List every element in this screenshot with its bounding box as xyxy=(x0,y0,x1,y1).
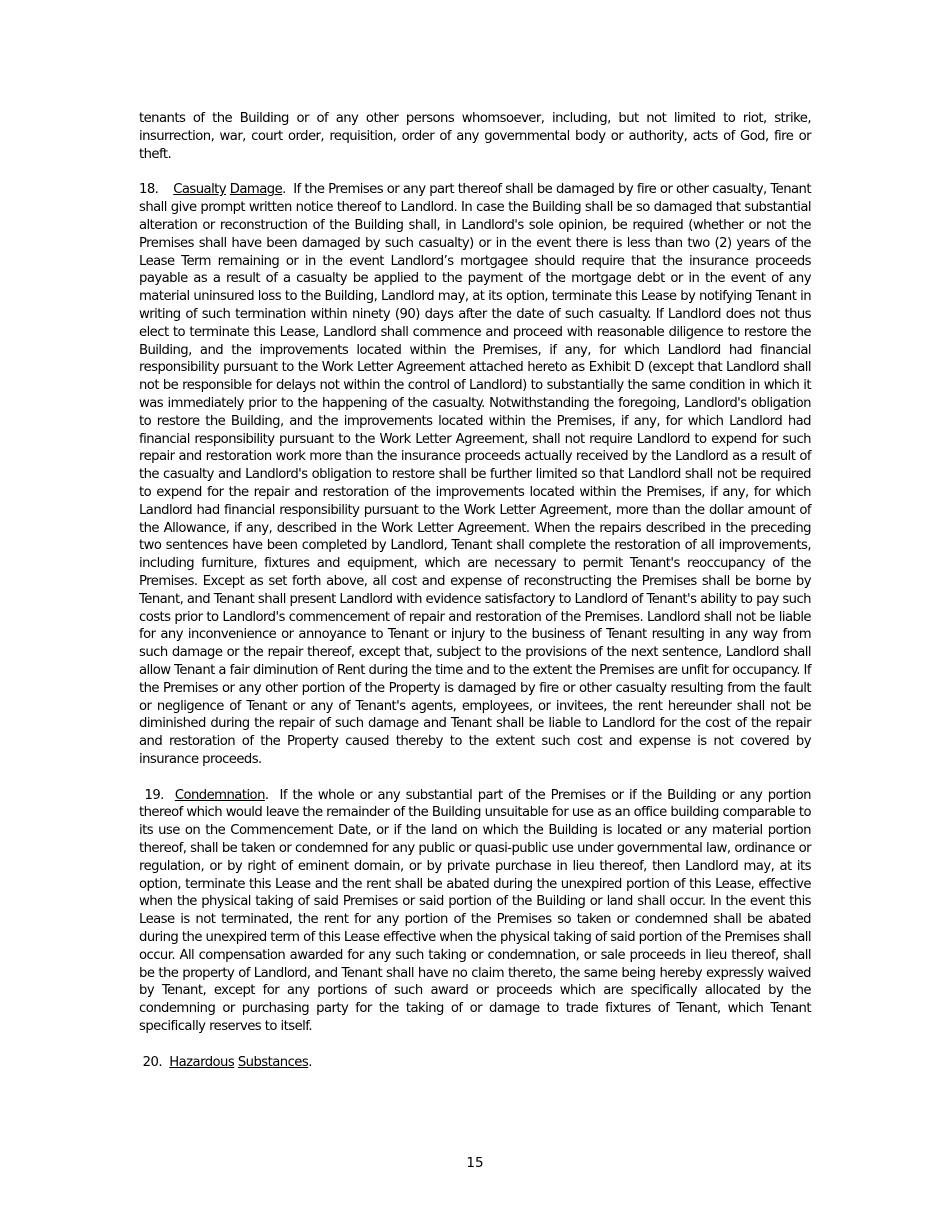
document-page xyxy=(139,110,811,1072)
carryover-paragraph: tenants of the Building or of any other persons whomsoever, including, but not limited to riot, strike, insurrection, war, court order, requisition, order of any governmental body or authority, acts of God, fire or theft. xyxy=(139,111,811,162)
section-18-number: 18. xyxy=(139,182,159,198)
section-19-heading-period: . xyxy=(264,787,269,803)
section-18-heading-period: . xyxy=(282,182,286,198)
section-18-paragraph xyxy=(139,181,811,768)
paragraph-spacer xyxy=(139,769,811,787)
section-20-heading-hazardous: Hazardous xyxy=(169,1054,235,1070)
paragraph-spacer xyxy=(139,163,811,181)
section-20-heading-substances: Substances xyxy=(237,1054,309,1070)
section-19-paragraph xyxy=(139,787,811,1036)
section-20-number: 20. xyxy=(142,1054,162,1070)
section-19-number: 19. xyxy=(144,787,164,803)
section-18-heading-damage: Damage xyxy=(229,182,283,198)
section-19-heading: Condemnation xyxy=(174,787,265,803)
section-19-body: If the whole or any substantial part of the Premises or if the Building or any portion thereof which would leave the remainder of the Building unsuitable for use as an office building comparable to its use on the Commencement Date, or if the land on which the Building is located or any material portion thereof, shall be taken or condemned for any public or quasi-public use under governmental law, ordinance or regulation, or by right of eminent domain, or by private purchase in lieu thereof, then Landlord may, at its option, terminate this Lease and the rent shall be abated during the unexpired portion of this Lease, effective when the physical taking of said Premises or said portion of the Building or land shall occur. In the event this Lease is not terminated, the rent for any portion of the Premises so taken or condemned shall be abated during the unexpired term of this Lease effective when the physical taking of said portion of the Premises shall occur. All compensation awarded for any such taking or condemnation, or sale proceeds in lieu thereof, shall be the property of Landlord, and Tenant shall have no claim thereto, the same being hereby expressly waived by Tenant, except for any portions of such award or proceeds which are specifically allocated by the condemning or purchasing party for the taking of or damage to trade fixtures of Tenant, which Tenant specifically reserves to itself. xyxy=(139,787,811,1035)
section-20-heading-period: . xyxy=(308,1054,312,1070)
page-number: 15 xyxy=(466,1155,484,1171)
paragraph-spacer xyxy=(139,1036,811,1054)
section-18-heading-casualty: Casualty xyxy=(173,182,227,198)
section-20-paragraph xyxy=(139,1054,811,1072)
section-18-body: If the Premises or any part thereof shall be damaged by fire or other casualty, Tenant shall give prompt written notice thereof to Landlord. In case the Building shall be so damaged that substantial alteration or reconstruction of the Building shall, in Landlord's sole opinion, be required (whether or not the Premises shall have been damaged by such casualty) or in the event there is less than two (2) years of the Lease Term remaining or in the event Landlord’s mortgagee should require that the insurance proceeds payable as a result of a casualty be applied to the payment of the mortgage debt or in the event of any material uninsured loss to the Building, Landlord may, at its option, terminate this Lease by notifying Tenant in writing of such termination within ninety (90) days after the date of such casualty. If Landlord does not thus elect to terminate this Lease, Landlord shall commence and proceed with reasonable diligence to restore the Building, and the improvements located within the Premises, if any, for which Landlord had financial responsibility pursuant to the Work Letter Agreement attached hereto as Exhibit D (except that Landlord shall not be responsible for delays not within the control of Landlord) to substantially the same condition in which it was immediately prior to the happening of the casualty. Notwithstanding the foregoing, Landlord's obligation to restore the Building, and the improvements located within the Premises, if any, for which Landlord had financial responsibility pursuant to the Work Letter Agreement, shall not require Landlord to expend for such repair and restoration work more than the insurance proceeds actually received by the Landlord as a result of the casualty and Landlord's obligation to restore shall be further limited so that Landlord shall not be required to expend for the repair and restoration of the improvements located within the Premises, if any, for which Landlord had financial responsibility pursuant to the Work Letter Agreement, more than the dollar amount of the Allowance, if any, described in the Work Letter Agreement. When the repairs described in the preceding two sentences have been completed by Landlord, Tenant shall complete the restoration of all improvements, including furniture, fixtures and equipment, which are necessary to permit Tenant's reoccupancy of the Premises. Except as set forth above, all cost and expense of reconstructing the Premises shall be borne by Tenant, and Tenant shall present Landlord with evidence satisfactory to Landlord of Tenant's ability to pay such costs prior to Landlord's commencement of repair and restoration of the Premises. Landlord shall not be liable for any inconvenience or annoyance to Tenant or injury to the business of Tenant resulting in any way from such damage or the repair thereof, except that, subject to the provisions of the next sentence, Landlord shall allow Tenant a fair diminution of Rent during the time and to the extent the Premises are unfit for occupancy. If the Premises or any other portion of the Property is damaged by fire or other casualty resulting from the fault or negligence of Tenant or any of Tenant's agents, employees, or invitees, the rent hereunder shall not be diminished during the repair of such damage and Tenant shall be liable to Landlord for the cost of the repair and restoration of the Property caused thereby to the extent such cost and expense is not covered by insurance proceeds. xyxy=(139,182,811,767)
